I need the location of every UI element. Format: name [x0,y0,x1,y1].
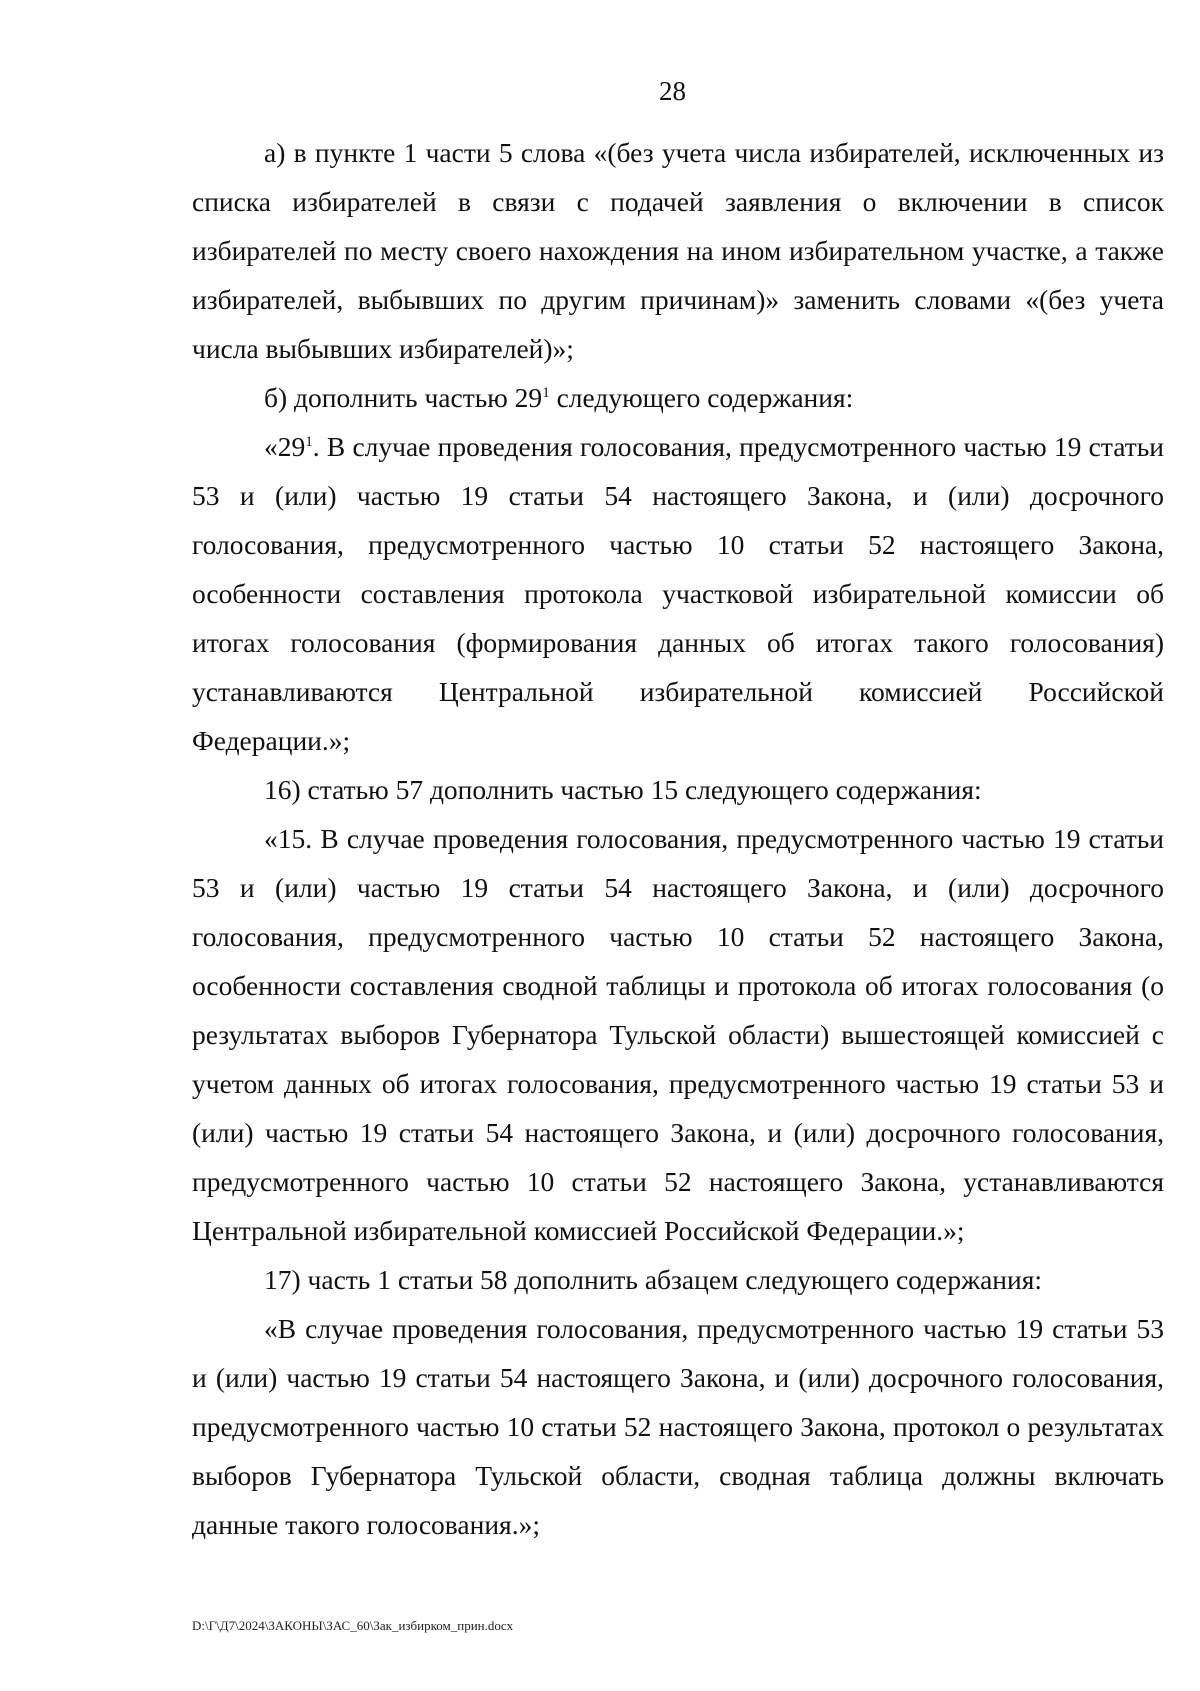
paragraph-16-article-57: 16) статью 57 дополнить частью 15 следующего содержания: [264,774,982,805]
paragraph-text-pre: б) дополнить частью 29 [264,382,543,413]
paragraph-17-article-58: 17) часть 1 статьи 58 дополнить абзацем следующего содержания: [264,1264,1043,1295]
paragraph-text-post: следующего содержания: [549,382,854,413]
page-number: 28 [659,76,686,106]
paragraph-a-amend-part-5: а) в пункте 1 части 5 слова «(без учета числа избирателей, исключенных из списка избирателей в связи с подачей заявления о включении в список избирателей по месту своего нахождения на ином избирательном участке, а также избирателей, выбывших по другим причинам)» заменить словами «(без учета числа выбывших избирателей)»; [192,137,1164,364]
paragraph-part-29-1-text [192,422,1164,765]
footer-file-path: D:\Г\Д7\2024\ЗАКОНЫ\ЗАС_60\Зак_избирком_прин.docx [192,1618,514,1633]
superscript-number: 1 [305,433,313,450]
paragraph-text-pre: «29 [264,431,306,462]
paragraph-text-post: . В случае проведения голосования, предусмотренного частью 19 статьи 53 и (или) частью 19 статьи 54 настоящего Закона, и (или) досрочного голосования, предусмотренного частью 10 статьи 52 настоящего Закона, особенности составления протокола участковой избирательной комиссии об итогах голосования (формирования данных об итогах такого голосования) устанавливаются Центральной избирательной комиссией Российской Федерации.»; [192,431,1164,756]
document-body [192,128,1164,1549]
superscript-number: 1 [542,384,550,401]
paragraph-part-15-text: «15. В случае проведения голосования, предусмотренного частью 19 статьи 53 и (или) частью 19 статьи 54 настоящего Закона, и (или) досрочного голосования, предусмотренного частью 10 статьи 52 настоящего Закона, особенности составления сводной таблицы и протокола об итогах голосования (о результатах выборов Губернатора Тульской области) вышестоящей комиссией с учетом данных об итогах голосования, предусмотренного частью 19 статьи 53 и (или) частью 19 статьи 54 настоящего Закона, и (или) досрочного голосования, предусмотренного частью 10 статьи 52 настоящего Закона, устанавливаются Центральной избирательной комиссией Российской Федерации.»; [192,823,1164,1246]
paragraph-b-add-part-29-1 [192,373,1164,422]
paragraph-article-58-addition: «В случае проведения голосования, предусмотренного частью 19 статьи 53 и (или) частью 19 статьи 54 настоящего Закона, и (или) досрочного голосования, предусмотренного частью 10 статьи 52 настоящего Закона, протокол о результатах выборов Губернатора Тульской области, сводная таблица должны включать данные такого голосования.»; [192,1313,1164,1540]
